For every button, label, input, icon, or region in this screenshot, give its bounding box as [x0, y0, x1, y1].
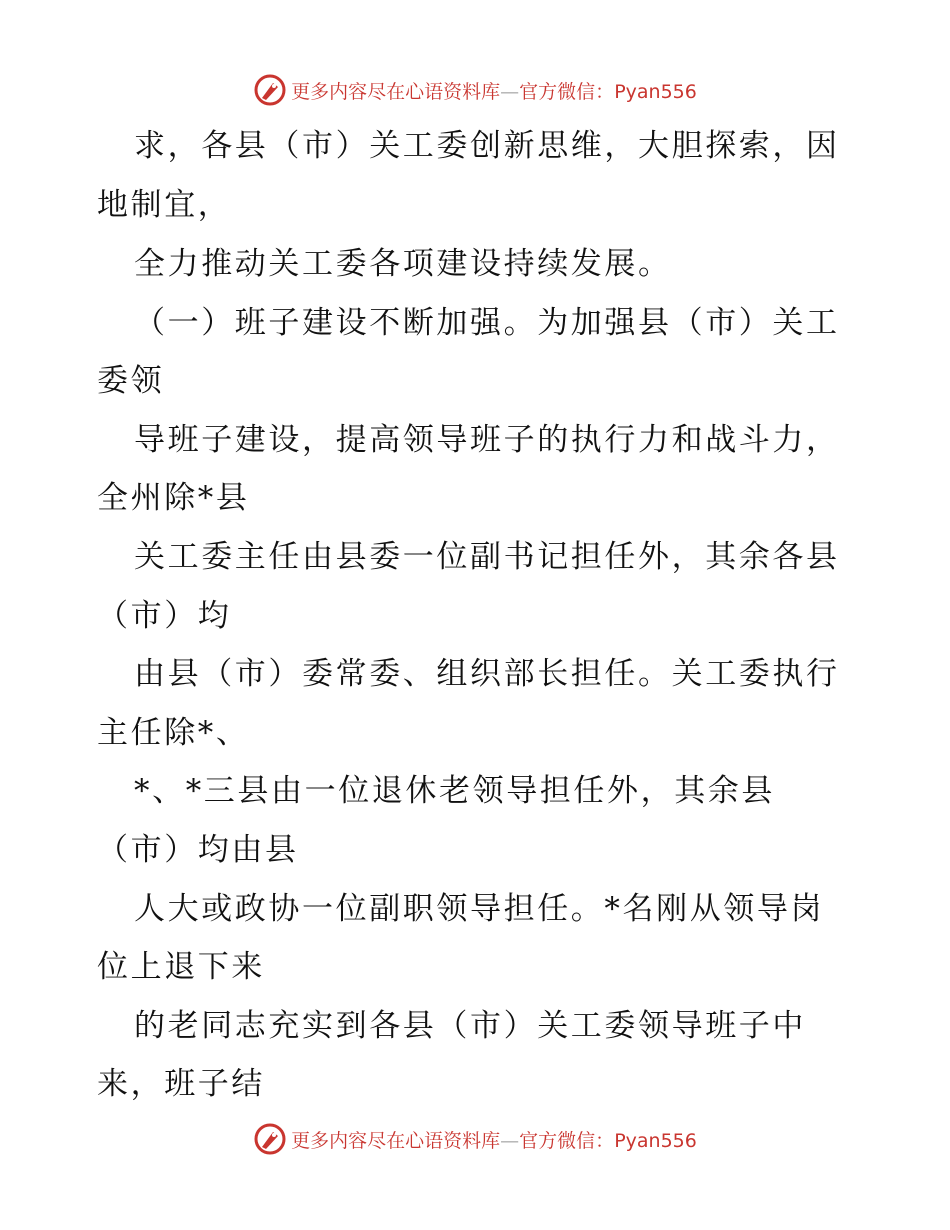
watermark-main-text: 更多内容尽在心语资料库: [291, 1129, 501, 1152]
watermark-separator: —: [500, 1129, 520, 1152]
body-line-6: 导班子建设，提高领导班子的执行力和战斗力，: [134, 422, 840, 458]
footer-watermark: [0, 1119, 950, 1159]
body-line-15: 位上退下来: [97, 949, 265, 985]
body-line-3: 全力推动关工委各项建设持续发展。: [134, 246, 672, 282]
body-line-11: 主任除*、: [97, 715, 250, 751]
header-watermark: [0, 70, 950, 110]
body-line-16: 的老同志充实到各县（市）关工委领导班子中: [134, 1008, 806, 1044]
watermark-wechat-id: Pyan556: [614, 80, 697, 103]
watermark-wechat-label: 官方微信：: [519, 80, 615, 103]
body-line-1: 求，各县（市）关工委创新思维，大胆探索，因: [134, 128, 840, 164]
body-line-2: 地制宜，: [97, 187, 232, 223]
body-line-10: 由县（市）委常委、组织部长担任。关工委执行: [134, 656, 840, 692]
body-line-4: （一）班子建设不断加强。为加强县（市）关工: [134, 305, 840, 341]
body-line-9: （市）均: [97, 598, 232, 634]
body-line-8: 关工委主任由县委一位副书记担任外，其余各县: [134, 539, 840, 575]
body-line-14: 人大或政协一位副职领导担任。*名刚从领导岗: [134, 891, 825, 927]
body-line-17: 来，班子结: [97, 1066, 265, 1102]
body-line-7: 全州除*县: [97, 480, 250, 516]
watermark-wechat-label: 官方微信：: [519, 1129, 615, 1152]
pen-nib-logo-icon: [253, 73, 287, 107]
body-line-13: （市）均由县: [97, 832, 299, 868]
watermark-main-text: 更多内容尽在心语资料库: [291, 80, 501, 103]
watermark-separator: —: [500, 80, 520, 103]
watermark-wechat-id: Pyan556: [614, 1129, 697, 1152]
body-line-12: *、*三县由一位退休老领导担任外，其余县: [134, 773, 775, 809]
body-line-5: 委领: [97, 363, 165, 399]
pen-nib-logo-icon: [253, 1122, 287, 1156]
